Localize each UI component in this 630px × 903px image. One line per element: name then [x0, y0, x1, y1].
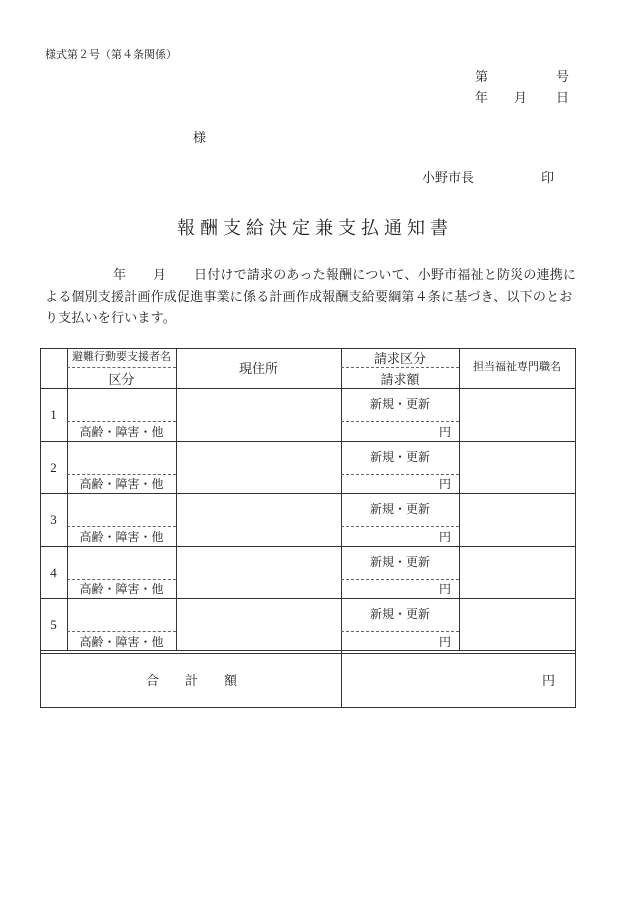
amount-unit: 円: [438, 477, 451, 491]
request-amount-field[interactable]: [342, 475, 459, 493]
body-line-2: よる個別支援計画作成促進事業に係る計画作成報酬支給要綱第４条に基づき、以下のとお: [45, 289, 573, 304]
row-dashed-divider: [67, 474, 176, 475]
recipient-honorific: 様: [193, 130, 207, 145]
request-type-options[interactable]: 新規・更新: [369, 502, 430, 516]
table-border-top: [40, 348, 575, 349]
document-number-prefix: 第: [475, 69, 489, 84]
date-year-label: 年: [475, 90, 489, 105]
table-border-bottom: [40, 707, 575, 708]
amount-unit: 円: [438, 530, 451, 544]
body-line-1: 日付けで請求のあった報酬について、小野市福祉と防災の連携に: [194, 267, 577, 282]
document-title: 報酬支給決定兼支払通知書: [177, 218, 453, 238]
request-amount-field[interactable]: [342, 632, 459, 650]
amount-unit: 円: [438, 582, 451, 596]
header-request-type: 請求区分: [373, 351, 426, 366]
document-number-field[interactable]: [490, 68, 554, 84]
supporter-name-field[interactable]: [68, 547, 176, 579]
category-options[interactable]: 高齢・障害・他: [79, 477, 164, 491]
request-amount-field[interactable]: [342, 527, 459, 546]
category-options[interactable]: 高齢・障害・他: [79, 582, 164, 596]
row-number: 5: [50, 617, 57, 632]
address-field[interactable]: [177, 442, 341, 493]
body-line-3: り支払いを行います。: [45, 310, 176, 325]
row-number: 3: [50, 512, 57, 527]
total-amount-unit: 円: [541, 673, 555, 688]
row-number: 2: [50, 460, 57, 475]
supporter-name-field[interactable]: [68, 494, 176, 526]
supporter-name-field[interactable]: [68, 442, 176, 474]
total-double-line-upper: [40, 650, 575, 651]
header-supporter-name: 避難行動要支援者名: [72, 351, 171, 363]
address-field[interactable]: [177, 494, 341, 546]
address-field[interactable]: [177, 599, 341, 650]
supporter-name-field[interactable]: [68, 389, 176, 421]
staff-name-field[interactable]: [460, 547, 575, 598]
table-border-right: [575, 348, 576, 708]
row-number: 4: [50, 565, 57, 580]
request-type-options[interactable]: 新規・更新: [369, 450, 430, 464]
staff-name-field[interactable]: [460, 389, 575, 441]
request-type-options[interactable]: 新規・更新: [369, 555, 430, 569]
total-label: 合 計 額: [146, 673, 238, 688]
category-options[interactable]: 高齢・障害・他: [79, 530, 164, 544]
row-dashed-divider: [67, 526, 176, 527]
row-dashed-divider: [67, 579, 176, 580]
request-type-options[interactable]: 新規・更新: [369, 607, 430, 621]
category-options[interactable]: 高齢・障害・他: [79, 635, 164, 649]
header-category: 区分: [108, 372, 135, 387]
amount-unit: 円: [438, 425, 451, 439]
supporter-name-field[interactable]: [68, 599, 176, 631]
row-number: 1: [50, 407, 57, 422]
table-border-left: [40, 348, 41, 707]
total-amount-field[interactable]: [342, 655, 575, 707]
date-month-label: 月: [514, 90, 528, 105]
header-dashed-divider: [341, 367, 459, 368]
date-day-label: 日: [556, 90, 570, 105]
form-number: 様式第２号（第４条関係）: [45, 49, 177, 61]
request-amount-field[interactable]: [342, 422, 459, 441]
issuer-name: 小野市長: [422, 170, 475, 185]
address-field[interactable]: [177, 389, 341, 441]
body-year-label: 年: [113, 267, 127, 282]
header-dashed-divider: [67, 367, 176, 368]
category-options[interactable]: 高齢・障害・他: [79, 425, 164, 439]
request-type-options[interactable]: 新規・更新: [369, 397, 430, 411]
row-dashed-divider: [67, 631, 176, 632]
issuer-seal: 印: [541, 170, 555, 185]
row-dashed-divider: [67, 421, 176, 422]
header-staff-name: 担当福祉専門職名: [473, 361, 561, 373]
staff-name-field[interactable]: [460, 599, 575, 650]
request-amount-field[interactable]: [342, 580, 459, 598]
header-address: 現住所: [238, 361, 278, 376]
recipient-name-field[interactable]: [45, 128, 185, 146]
address-field[interactable]: [177, 547, 341, 598]
document-number-suffix: 号: [556, 69, 570, 84]
header-request-amount: 請求額: [380, 372, 420, 387]
amount-unit: 円: [438, 635, 451, 649]
staff-name-field[interactable]: [460, 442, 575, 493]
body-month-label: 月: [153, 267, 167, 282]
staff-name-field[interactable]: [460, 494, 575, 546]
total-double-line-lower: [40, 653, 575, 654]
